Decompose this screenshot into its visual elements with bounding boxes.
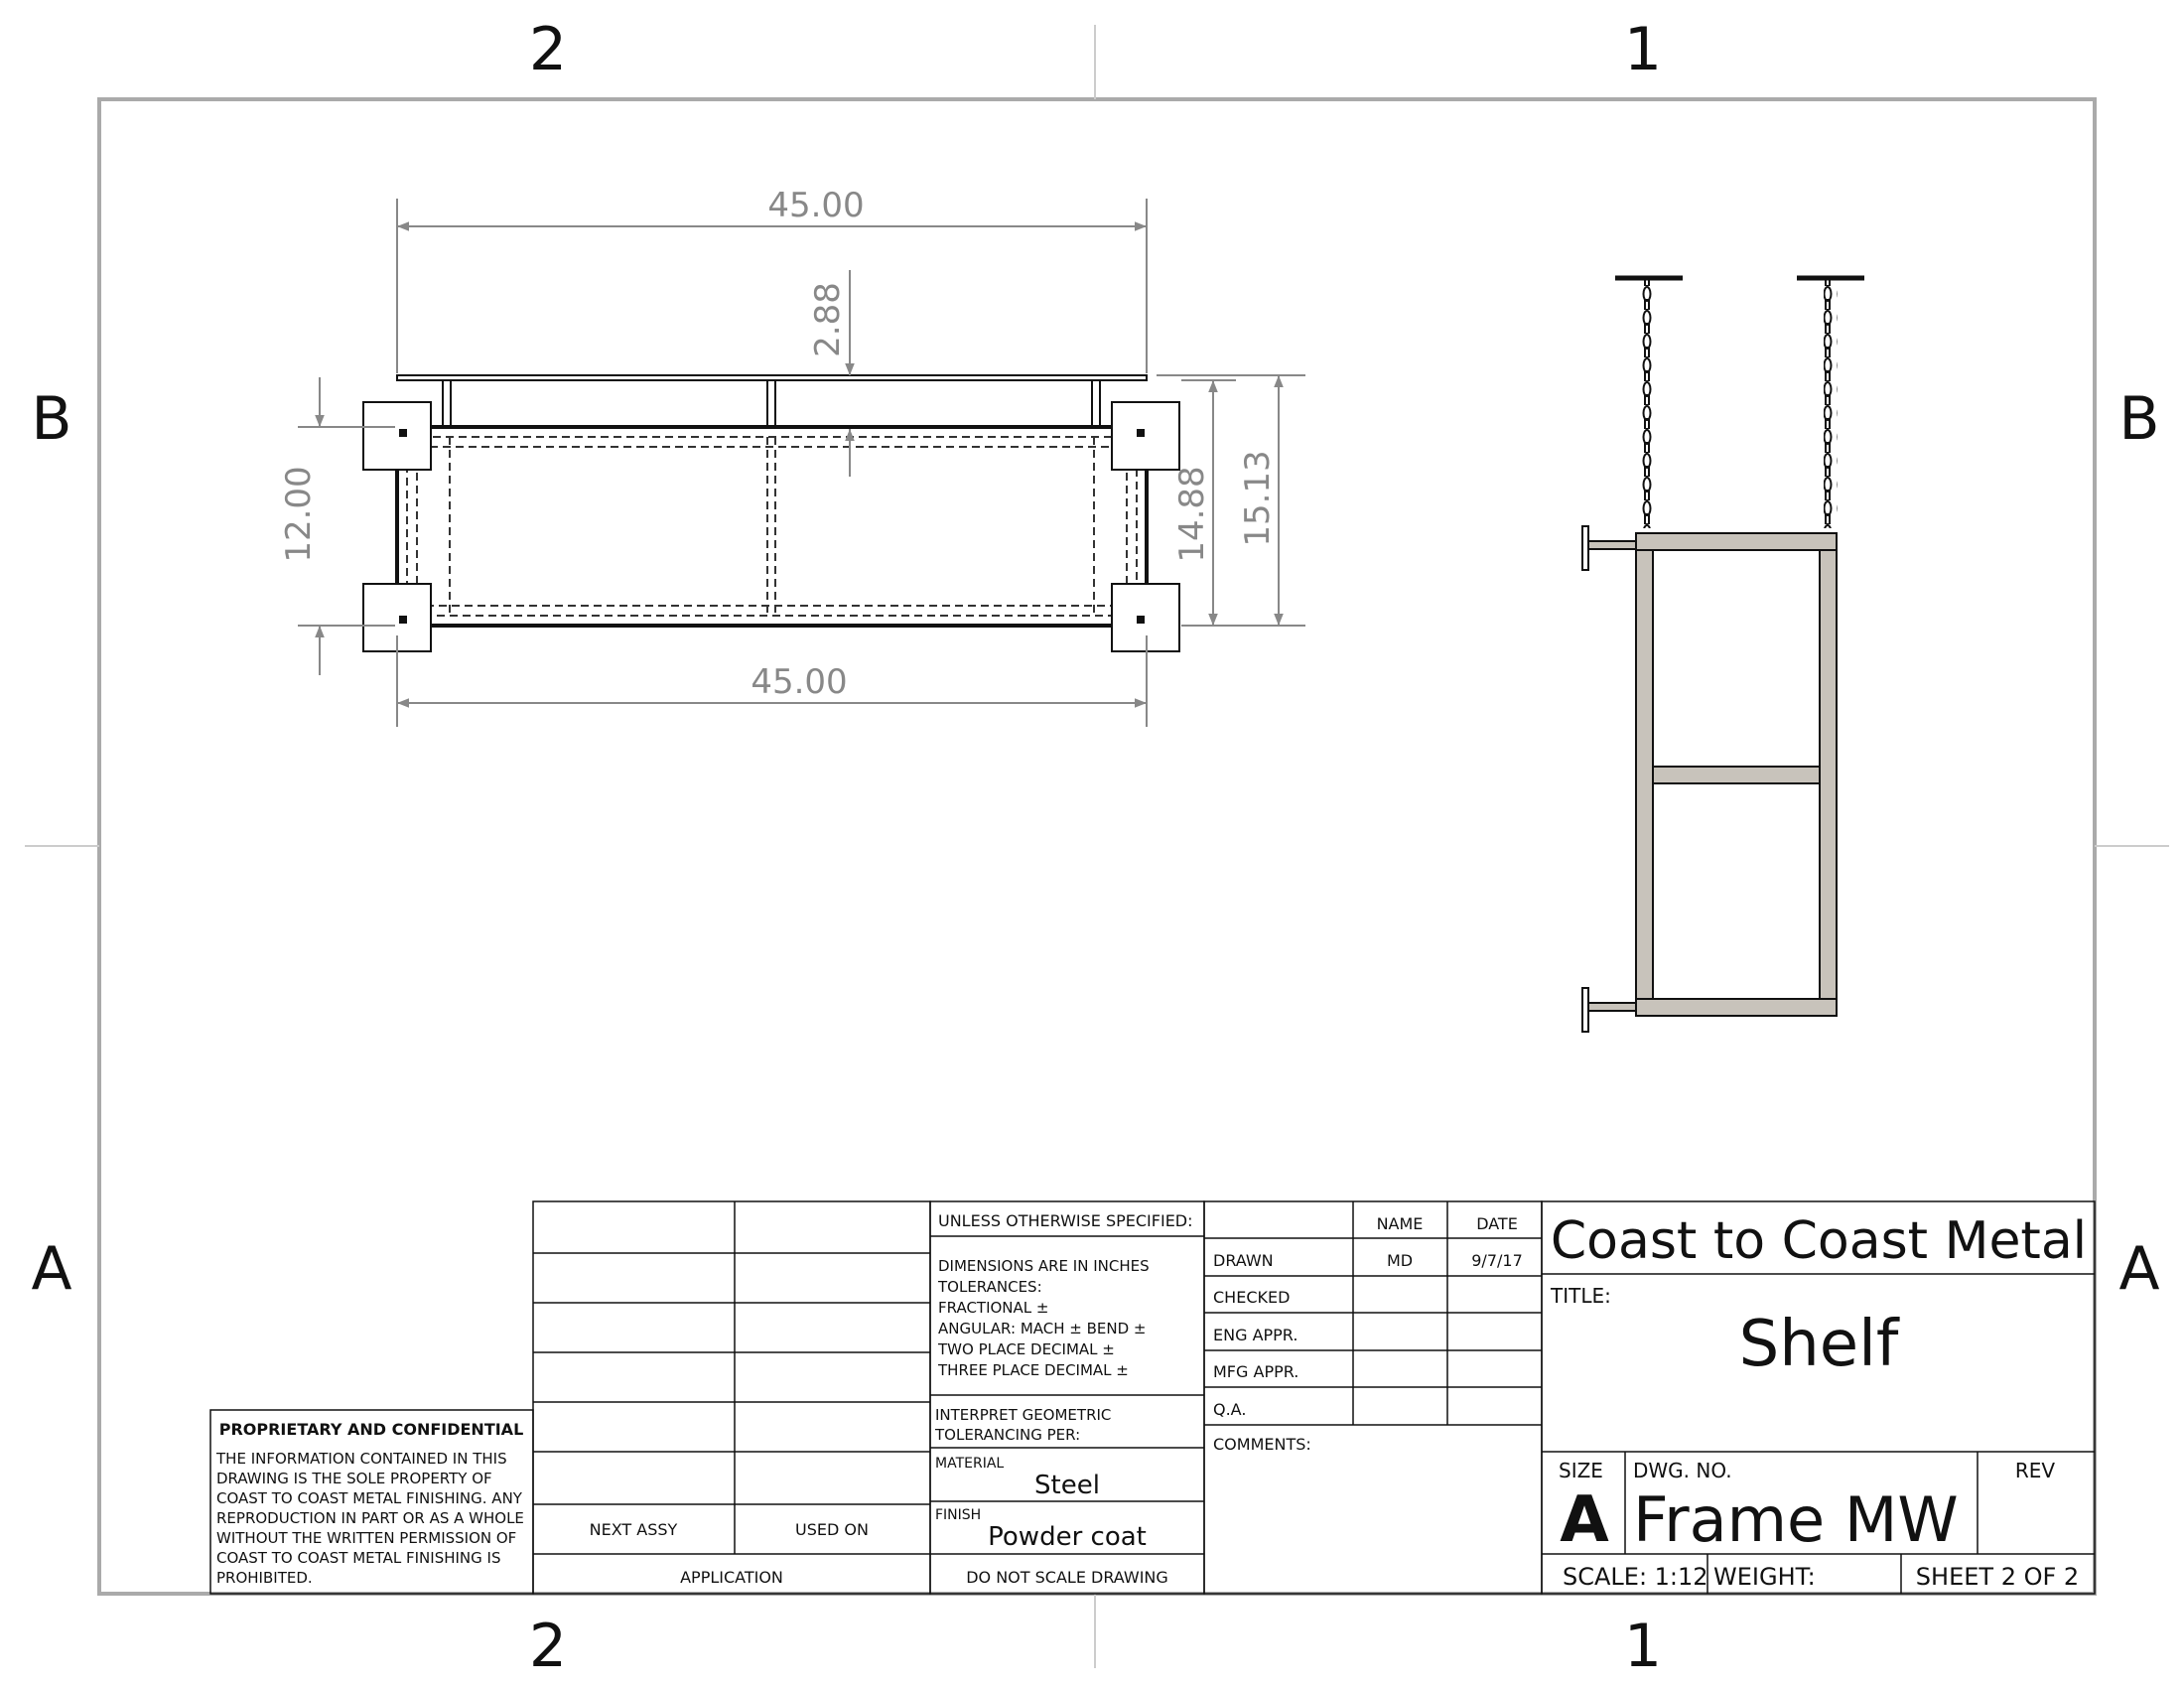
finish-label: FINISH bbox=[935, 1507, 982, 1523]
material-label: MATERIAL bbox=[935, 1456, 1005, 1472]
zone-bottom-2: 2 bbox=[528, 1612, 568, 1681]
zone-left-b: B bbox=[31, 384, 72, 454]
dwg-no-label: DWG. NO. bbox=[1633, 1459, 1732, 1482]
used-on-label: USED ON bbox=[795, 1520, 869, 1539]
frame-hidden-line-inner bbox=[417, 447, 1127, 606]
zone-top-1: 1 bbox=[1623, 15, 1663, 84]
company-name: Coast to Coast Metal bbox=[1550, 1211, 2088, 1271]
chain-right bbox=[1824, 280, 1838, 528]
frame-post-left bbox=[1636, 550, 1653, 999]
chain-left bbox=[1642, 280, 1656, 528]
finish-value: Powder coat bbox=[988, 1522, 1147, 1552]
svg-text:COAST TO COAST METAL FINISHING: COAST TO COAST METAL FINISHING IS bbox=[216, 1549, 501, 1567]
do-not-scale-label: DO NOT SCALE DRAWING bbox=[966, 1568, 1168, 1587]
interpret-line-2: TOLERANCING PER: bbox=[935, 1426, 1081, 1444]
dim-left-height: 12.00 bbox=[279, 466, 319, 563]
drawn-label: DRAWN bbox=[1213, 1251, 1274, 1270]
zone-right-a: A bbox=[2118, 1234, 2160, 1304]
svg-text:FRACTIONAL ±: FRACTIONAL ± bbox=[938, 1299, 1049, 1317]
scale-value: SCALE: 1:12 bbox=[1563, 1563, 1708, 1591]
interpret-line-1: INTERPRET GEOMETRIC bbox=[935, 1406, 1112, 1424]
dim-right-inner: 14.88 bbox=[1172, 466, 1212, 563]
next-assy-label: NEXT ASSY bbox=[589, 1520, 678, 1539]
wall-arm-bottom bbox=[1588, 1003, 1636, 1011]
svg-text:THREE PLACE DECIMAL ±: THREE PLACE DECIMAL ± bbox=[938, 1361, 1129, 1379]
qa-label: Q.A. bbox=[1213, 1400, 1247, 1419]
svg-text:WITHOUT THE WRITTEN PERMISSION: WITHOUT THE WRITTEN PERMISSION OF bbox=[216, 1529, 517, 1547]
name-header: NAME bbox=[1376, 1214, 1424, 1233]
date-header: DATE bbox=[1476, 1214, 1518, 1233]
unless-specified-label: UNLESS OTHERWISE SPECIFIED: bbox=[938, 1211, 1193, 1230]
drawing-title: Shelf bbox=[1738, 1308, 1899, 1381]
support-post-middle bbox=[767, 380, 775, 427]
top-view bbox=[363, 375, 1179, 651]
frame-outline bbox=[397, 427, 1147, 626]
frame-rail-bottom bbox=[1636, 999, 1837, 1016]
checked-label: CHECKED bbox=[1213, 1288, 1291, 1307]
material-value: Steel bbox=[1034, 1471, 1100, 1500]
zone-top-2: 2 bbox=[528, 15, 568, 84]
wall-mount-plate-tl bbox=[363, 402, 431, 470]
zone-left-a: A bbox=[31, 1234, 72, 1304]
zone-right-b: B bbox=[2118, 384, 2160, 454]
frame-rail-top bbox=[1636, 533, 1837, 550]
svg-text:COAST TO COAST METAL FINISHING: COAST TO COAST METAL FINISHING. ANY bbox=[216, 1489, 522, 1507]
dim-offset: 2.88 bbox=[808, 282, 848, 357]
drawn-date: 9/7/17 bbox=[1471, 1251, 1523, 1270]
tolerance-text bbox=[937, 1257, 1150, 1379]
rev-label: REV bbox=[2014, 1459, 2056, 1482]
title-label: TITLE: bbox=[1551, 1284, 1611, 1308]
svg-text:TWO PLACE DECIMAL ±: TWO PLACE DECIMAL ± bbox=[938, 1340, 1115, 1358]
svg-text:DRAWING IS THE SOLE PROPERTY O: DRAWING IS THE SOLE PROPERTY OF bbox=[216, 1470, 492, 1487]
size-label: SIZE bbox=[1559, 1459, 1603, 1482]
svg-text:REPRODUCTION IN PART OR AS A W: REPRODUCTION IN PART OR AS A WHOLE bbox=[216, 1509, 524, 1527]
drawn-name: MD bbox=[1386, 1251, 1414, 1270]
zone-bottom-1: 1 bbox=[1623, 1612, 1663, 1681]
dim-bottom-width: 45.00 bbox=[751, 662, 848, 702]
svg-text:PROHIBITED.: PROHIBITED. bbox=[216, 1569, 313, 1587]
application-label: APPLICATION bbox=[680, 1568, 783, 1587]
comments-label: COMMENTS: bbox=[1213, 1435, 1311, 1454]
frame-post-right bbox=[1820, 550, 1837, 999]
support-post-right bbox=[1092, 380, 1100, 427]
size-value: A bbox=[1560, 1483, 1609, 1557]
frame-rail-middle bbox=[1636, 767, 1837, 783]
support-post-left bbox=[443, 380, 451, 427]
wall-mount-plate-tr bbox=[1112, 402, 1179, 470]
svg-text:DIMENSIONS ARE IN INCHES: DIMENSIONS ARE IN INCHES bbox=[938, 1257, 1150, 1275]
svg-text:THE INFORMATION CONTAINED IN T: THE INFORMATION CONTAINED IN THIS bbox=[216, 1450, 507, 1468]
mfg-appr-label: MFG APPR. bbox=[1213, 1362, 1299, 1381]
sheet-number: SHEET 2 OF 2 bbox=[1915, 1563, 2080, 1591]
dim-right-outer: 15.13 bbox=[1238, 450, 1278, 547]
dim-top-width: 45.00 bbox=[767, 186, 865, 225]
side-view bbox=[1582, 278, 1864, 1032]
svg-text:TOLERANCES:: TOLERANCES: bbox=[938, 1278, 1042, 1296]
svg-text:ANGULAR: MACH ± BEND ±: ANGULAR: MACH ± BEND ± bbox=[938, 1320, 1147, 1337]
eng-appr-label: ENG APPR. bbox=[1213, 1326, 1298, 1344]
dwg-no-value: Frame MW bbox=[1633, 1483, 1959, 1556]
proprietary-title: PROPRIETARY AND CONFIDENTIAL bbox=[218, 1420, 524, 1439]
wall-arm-top bbox=[1588, 541, 1636, 549]
proprietary-text bbox=[215, 1450, 524, 1587]
frame-hidden-line bbox=[407, 437, 1137, 616]
weight-label: WEIGHT: bbox=[1713, 1563, 1816, 1591]
